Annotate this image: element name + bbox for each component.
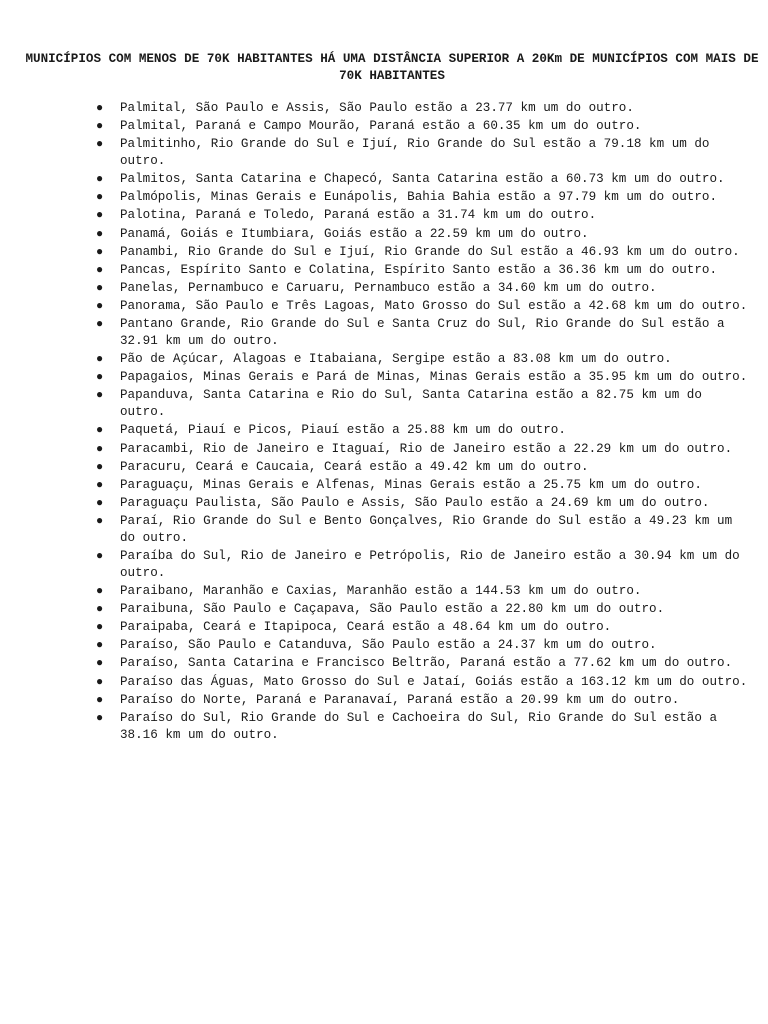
list-item-text: Panorama, São Paulo e Três Lagoas, Mato Grosso do Sul estão a 42.68 km um do outro.	[120, 298, 748, 313]
list-item-text: Palmital, São Paulo e Assis, São Paulo estão a 23.77 km um do outro.	[120, 101, 634, 115]
list-item-text: Paraí, Rio Grande do Sul e Bento Gonçalves, Rio Grande do Sul estão a 49.23 km um do outro.	[120, 513, 733, 545]
bullet-icon: ●	[96, 317, 104, 332]
list-item-text: Paraíso do Sul, Rio Grande do Sul e Cachoeira do Sul, Rio Grande do Sul estão a 38.16 km um do outro.	[120, 710, 718, 742]
list-item	[0, 280, 768, 297]
bullet-icon: ●	[96, 548, 104, 563]
list-item	[0, 692, 768, 709]
list-item-text: Paracambi, Rio de Janeiro e Itaguaí, Rio de Janeiro estão a 22.29 km um do outro.	[120, 441, 733, 456]
list-item-text: Palmitos, Santa Catarina e Chapecó, Santa Catarina estão a 60.73 km um do outro.	[120, 172, 725, 187]
list-item	[0, 655, 768, 672]
list-item-text: Paraíso das Águas, Mato Grosso do Sul e Jataí, Goiás estão a 163.12 km um do outro.	[120, 674, 748, 689]
list-item	[0, 459, 768, 476]
list-item	[0, 441, 768, 458]
bullet-icon: ●	[96, 441, 104, 456]
list-item-text: Palmópolis, Minas Gerais e Eunápolis, Bahia Bahia estão a 97.79 km um do outro.	[120, 190, 718, 205]
bullet-icon: ●	[96, 370, 104, 385]
bullet-icon: ●	[96, 226, 104, 241]
list-item-text: Paraíso do Norte, Paraná e Paranavaí, Paraná estão a 20.99 km um do outro.	[120, 692, 680, 707]
list-item-text: Papanduva, Santa Catarina e Rio do Sul, Santa Catarina estão a 82.75 km um do outro.	[120, 388, 702, 420]
list-item	[0, 387, 768, 421]
list-item-text: Papagaios, Minas Gerais e Pará de Minas, Minas Gerais estão a 35.95 km um do outro.	[120, 370, 748, 385]
list-item-text: Paraibano, Maranhão e Caxias, Maranhão estão a 144.53 km um do outro.	[120, 584, 642, 599]
list-item-text: Panambi, Rio Grande do Sul e Ijuí, Rio Grande do Sul estão a 46.93 km um do outro.	[120, 244, 740, 259]
list-item	[0, 262, 768, 279]
bullet-icon: ●	[96, 262, 104, 277]
list-item-text: Paracuru, Ceará e Caucaia, Ceará estão a 49.42 km um do outro.	[120, 459, 589, 474]
bullet-icon: ●	[96, 459, 104, 474]
document-title: MUNICÍPIOS COM MENOS DE 70K HABITANTES HÁ UMA DISTÂNCIA SUPERIOR A 20Km DE MUNICÍPIOS COM MAIS DE 70K HABITANTES	[25, 52, 759, 83]
list-item	[0, 583, 768, 600]
bullet-icon: ●	[96, 584, 104, 599]
list-item-text: Panelas, Pernambuco e Caruaru, Pernambuco estão a 34.60 km um do outro.	[120, 280, 657, 295]
distance-list	[0, 100, 768, 745]
list-item	[0, 171, 768, 188]
list-item	[0, 477, 768, 494]
list-item	[0, 674, 768, 691]
list-item	[0, 637, 768, 654]
bullet-icon: ●	[96, 280, 104, 295]
list-item	[0, 548, 768, 582]
bullet-icon: ●	[96, 190, 104, 205]
bullet-icon: ●	[96, 208, 104, 223]
list-item-text: Paraíso, Santa Catarina e Francisco Beltrão, Paraná estão a 77.62 km um do outro.	[120, 656, 733, 671]
bullet-icon: ●	[96, 101, 104, 115]
bullet-icon: ●	[96, 477, 104, 492]
list-item	[0, 710, 768, 744]
list-item	[0, 207, 768, 224]
bullet-icon: ●	[96, 692, 104, 707]
bullet-icon: ●	[96, 602, 104, 617]
list-item	[0, 136, 768, 170]
list-item	[0, 118, 768, 135]
list-item	[0, 422, 768, 439]
list-item	[0, 351, 768, 368]
list-item-text: Paraíba do Sul, Rio de Janeiro e Petrópolis, Rio de Janeiro estão a 30.94 km um do outro.	[120, 548, 740, 580]
bullet-icon: ●	[96, 172, 104, 187]
bullet-icon: ●	[96, 513, 104, 528]
list-item-text: Pantano Grande, Rio Grande do Sul e Santa Cruz do Sul, Rio Grande do Sul estão a 32.91 km um do outro.	[120, 317, 725, 349]
list-item-text: Paraíso, São Paulo e Catanduva, São Paulo estão a 24.37 km um do outro.	[120, 638, 657, 653]
list-item-text: Paraguaçu, Minas Gerais e Alfenas, Minas Gerais estão a 25.75 km um do outro.	[120, 477, 702, 492]
list-item-text: Pancas, Espírito Santo e Colatina, Espírito Santo estão a 36.36 km um do outro.	[120, 262, 718, 277]
list-item	[0, 244, 768, 261]
bullet-icon: ●	[96, 620, 104, 635]
list-item	[0, 316, 768, 350]
list-item	[0, 513, 768, 547]
bullet-icon: ●	[96, 710, 104, 725]
list-item-text: Pão de Açúcar, Alagoas e Itabaiana, Sergipe estão a 83.08 km um do outro.	[120, 352, 672, 367]
list-item-text: Paraipaba, Ceará e Itapipoca, Ceará estão a 48.64 km um do outro.	[120, 620, 612, 635]
bullet-icon: ●	[96, 674, 104, 689]
bullet-icon: ●	[96, 352, 104, 367]
list-item-text: Paquetá, Piauí e Picos, Piauí estão a 25.88 km um do outro.	[120, 423, 566, 438]
list-item-text: Paraibuna, São Paulo e Caçapava, São Paulo estão a 22.80 km um do outro.	[120, 602, 665, 617]
list-item-text: Palmital, Paraná e Campo Mourão, Paraná estão a 60.35 km um do outro.	[120, 119, 642, 134]
list-item-text: Palmitinho, Rio Grande do Sul e Ijuí, Rio Grande do Sul estão a 79.18 km um do outro.	[120, 137, 710, 169]
list-item-text: Paraguaçu Paulista, São Paulo e Assis, São Paulo estão a 24.69 km um do outro.	[120, 495, 710, 510]
bullet-icon: ●	[96, 244, 104, 259]
list-item	[0, 226, 768, 243]
bullet-icon: ●	[96, 388, 104, 403]
list-item	[0, 619, 768, 636]
bullet-icon: ●	[96, 423, 104, 438]
list-item	[0, 298, 768, 315]
bullet-icon: ●	[96, 119, 104, 134]
bullet-icon: ●	[96, 298, 104, 313]
list-item	[0, 369, 768, 386]
list-item-text: Palotina, Paraná e Toledo, Paraná estão a 31.74 km um do outro.	[120, 208, 597, 223]
bullet-icon: ●	[96, 656, 104, 671]
list-item	[0, 100, 768, 117]
bullet-icon: ●	[96, 638, 104, 653]
bullet-icon: ●	[96, 495, 104, 510]
list-item	[0, 495, 768, 512]
bullet-icon: ●	[96, 137, 104, 152]
list-item	[0, 189, 768, 206]
list-item-text: Panamá, Goiás e Itumbiara, Goiás estão a 22.59 km um do outro.	[120, 226, 589, 241]
list-item	[0, 601, 768, 618]
